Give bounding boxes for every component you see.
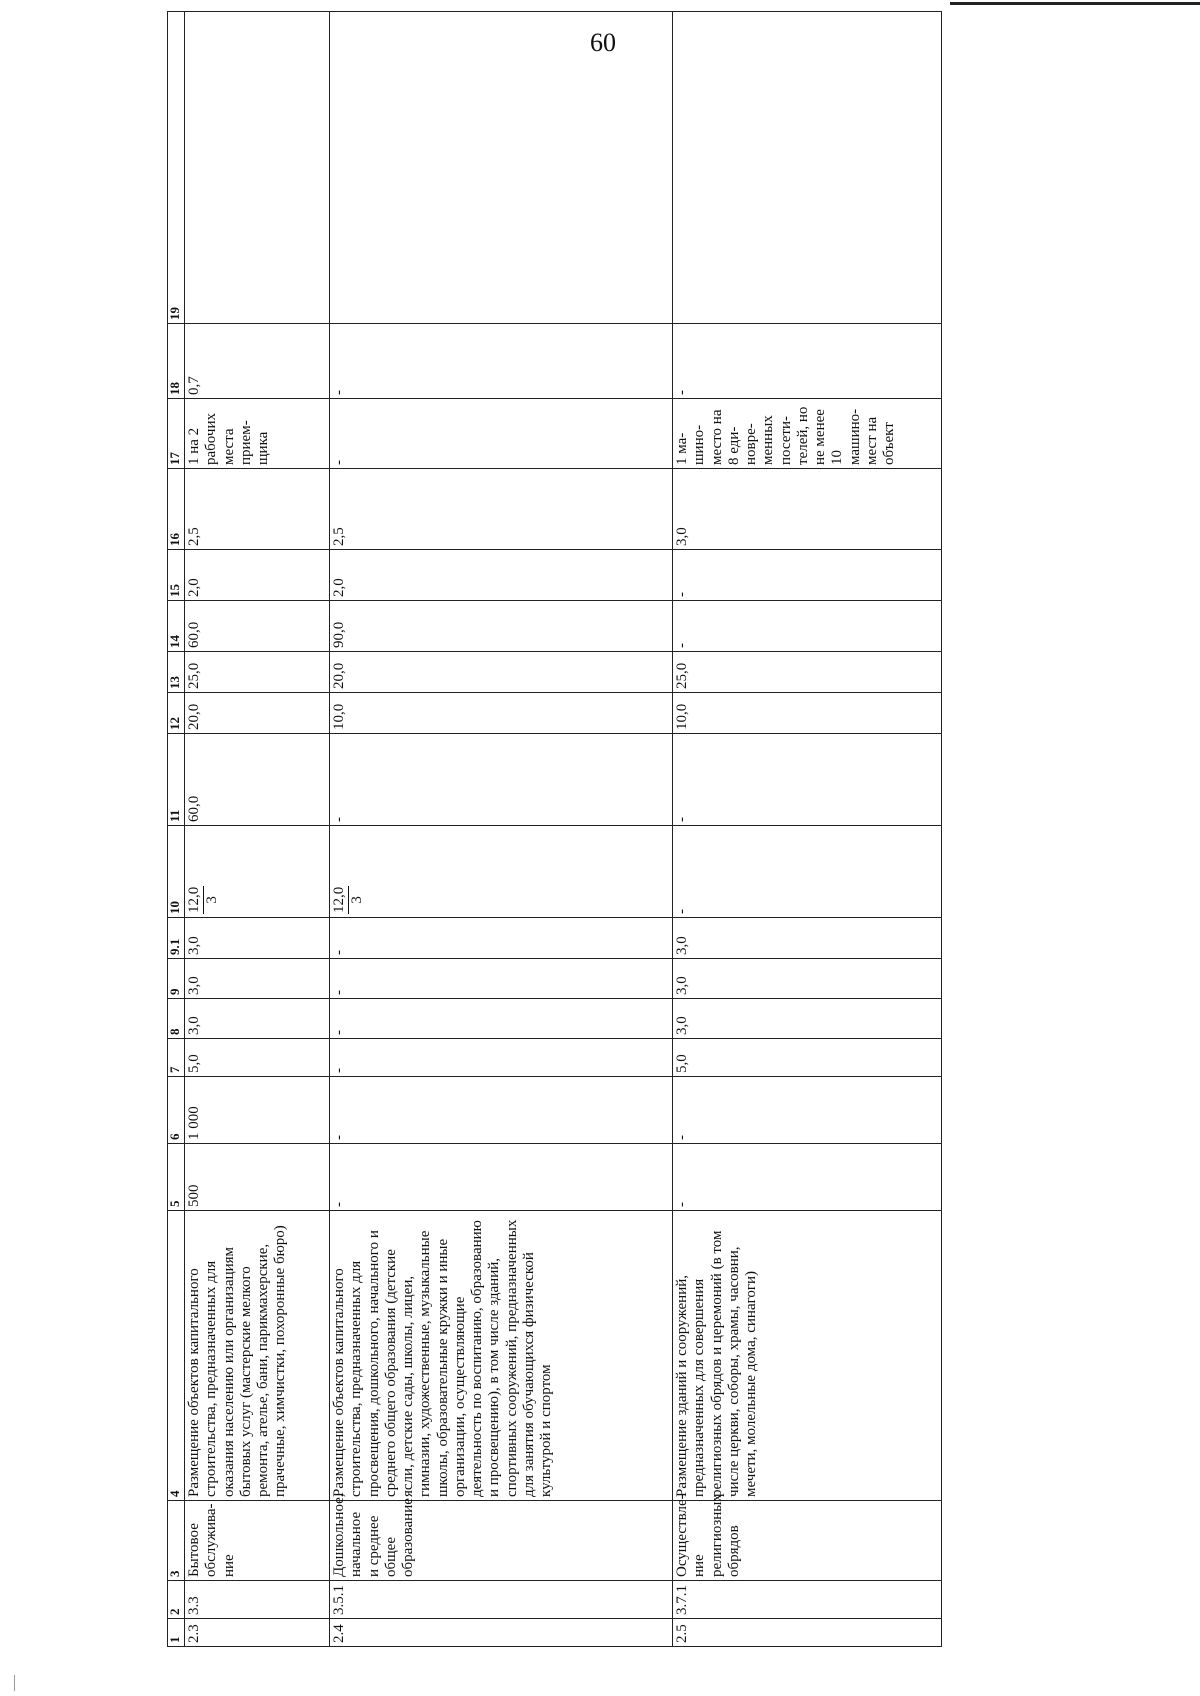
use-description: Размещение объектов капитального строительства, предназначенных для оказания населению или организациям бытовых услуг (мастерские мелкого ремонта, ателье, бани, парикмахерские, прачечные, химчистки, похоронные бюро)	[185, 1211, 330, 1501]
cell-col-17: 1 ма-шино-место на 8 еди-новре-менных посети-телей, но не менее 10 машино-мест на объект	[673, 399, 942, 469]
cell-col-5: -	[673, 1144, 942, 1211]
header-cell: 9.1	[168, 918, 185, 959]
cell-col-9: 3,0	[185, 959, 330, 999]
top-edge-line	[950, 2, 1200, 5]
header-cell: 17	[168, 399, 185, 469]
cell-col-9: 3,0	[673, 959, 942, 999]
cell-col-10	[330, 826, 673, 918]
header-cell: 5	[168, 1144, 185, 1211]
cell-col-9: -	[330, 959, 673, 999]
cell-col-19	[185, 12, 330, 324]
cell-col-16: 2,5	[185, 469, 330, 550]
fraction-numerator: 12,0	[186, 886, 202, 913]
use-code: 3.5.1	[330, 1581, 673, 1619]
use-code: 3.7.1	[673, 1581, 942, 1619]
row-number: 2.3	[185, 1619, 330, 1647]
cell-col-8: 3,0	[185, 999, 330, 1039]
cell-col-13: 25,0	[185, 652, 330, 693]
header-cell: 4	[168, 1211, 185, 1501]
margin-mark	[14, 1675, 15, 1691]
use-code: 3.3	[185, 1581, 330, 1619]
fraction-value	[186, 886, 220, 914]
table-row	[185, 12, 330, 1647]
cell-col-9-1: -	[330, 918, 673, 959]
header-cell: 18	[168, 324, 185, 399]
header-cell: 2	[168, 1581, 185, 1619]
header-cell: 19	[168, 12, 185, 324]
cell-col-9-1: 3,0	[185, 918, 330, 959]
header-cell: 9	[168, 959, 185, 999]
cell-col-7: -	[330, 1039, 673, 1077]
cell-col-15: 2,0	[185, 550, 330, 601]
fraction-denominator: 3	[203, 896, 220, 904]
cell-col-15: -	[673, 550, 942, 601]
table-row	[330, 12, 673, 1647]
header-cell: 13	[168, 652, 185, 693]
cell-col-6: -	[330, 1077, 673, 1144]
header-cell: 8	[168, 999, 185, 1039]
header-cell: 14	[168, 601, 185, 652]
fraction-numerator: 12,0	[331, 886, 347, 913]
cell-col-13: 20,0	[330, 652, 673, 693]
page-number: 60	[590, 28, 616, 57]
header-cell: 1	[168, 1619, 185, 1647]
header-cell: 16	[168, 469, 185, 550]
cell-col-16: 2,5	[330, 469, 673, 550]
use-name: Бытовое обслужива-ние	[185, 1501, 330, 1581]
cell-col-8: 3,0	[673, 999, 942, 1039]
use-name: Осуществле-ние религиозных обрядов	[673, 1501, 942, 1581]
cell-col-11: -	[673, 734, 942, 826]
cell-col-15: 2,0	[330, 550, 673, 601]
header-cell: 7	[168, 1039, 185, 1077]
cell-col-6: -	[673, 1077, 942, 1144]
header-cell: 10	[168, 826, 185, 918]
cell-col-12: 20,0	[185, 693, 330, 734]
row-number: 2.4	[330, 1619, 673, 1647]
cell-col-7: 5,0	[185, 1039, 330, 1077]
header-cell: 6	[168, 1077, 185, 1144]
cell-col-16: 3,0	[673, 469, 942, 550]
cell-col-10: -	[673, 826, 942, 918]
cell-col-14: 60,0	[185, 601, 330, 652]
cell-col-19	[673, 12, 942, 324]
cell-col-5: 500	[185, 1144, 330, 1211]
cell-col-11: 60,0	[185, 734, 330, 826]
cell-col-6: 1 000	[185, 1077, 330, 1144]
cell-col-10	[185, 826, 330, 918]
cell-col-12: 10,0	[673, 693, 942, 734]
header-row	[168, 12, 185, 1647]
use-description: Размещение объектов капитального строительства, предназначенных для просвещения, дошкольного, начального и среднего общего образования (детские ясли, детские сады, школы, лицеи, гимназии, художественные, музыкальные школы, образовательные кружки и иные организации, осуществляющие деятельность по воспитанию, образованию и просвещению), в том числе зданий, спортивных сооружений, предназначенных для занятия обучающихся физической культурой и спортом	[330, 1211, 673, 1501]
cell-col-19	[330, 12, 673, 324]
cell-col-17: -	[330, 399, 673, 469]
cell-col-7: 5,0	[673, 1039, 942, 1077]
cell-col-9-1: 3,0	[673, 918, 942, 959]
cell-col-8: -	[330, 999, 673, 1039]
cell-col-13: 25,0	[673, 652, 942, 693]
cell-col-18: 0,7	[185, 324, 330, 399]
header-cell: 12	[168, 693, 185, 734]
cell-col-14: -	[673, 601, 942, 652]
cell-col-18: -	[330, 324, 673, 399]
header-cell: 11	[168, 734, 185, 826]
cell-col-14: 90,0	[330, 601, 673, 652]
cell-col-5: -	[330, 1144, 673, 1211]
header-cell: 15	[168, 550, 185, 601]
row-number: 2.5	[673, 1619, 942, 1647]
fraction-value	[331, 886, 365, 914]
fraction-denominator: 3	[348, 896, 365, 904]
cell-col-11: -	[330, 734, 673, 826]
use-name: Дошкольное, начальное и среднее общее образование	[330, 1501, 673, 1581]
table-row	[673, 12, 942, 1647]
rotated-table-container	[167, 112, 934, 1647]
cell-col-17: 1 на 2 рабочих места прием-щика	[185, 399, 330, 469]
cell-col-12: 10,0	[330, 693, 673, 734]
cell-col-18: -	[673, 324, 942, 399]
use-description: Размещение зданий и сооружений, предназначенных для совершения религиозных обрядов и церемоний (в том числе церкви, соборы, храмы, часовни, мечети, молельные дома, синагоги)	[673, 1211, 942, 1501]
land-use-table	[167, 11, 942, 1647]
header-cell: 3	[168, 1501, 185, 1581]
